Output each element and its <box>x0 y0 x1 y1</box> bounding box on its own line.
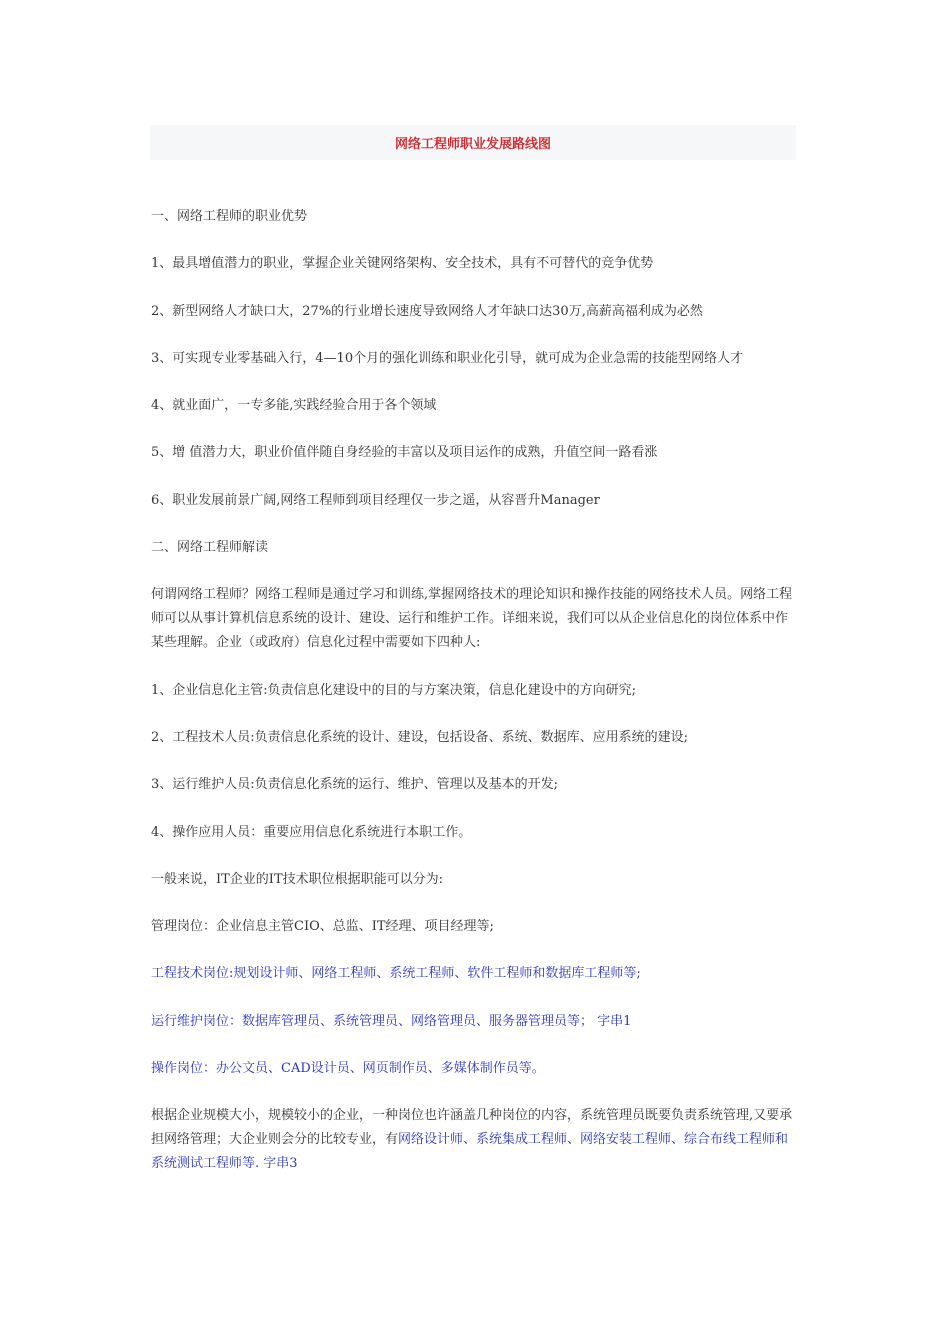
closing-paragraph <box>151 1104 799 1176</box>
role-item: 3、运行维护人员:负责信息化系统的运行、维护、管理以及基本的开发; <box>151 777 559 793</box>
role-item: 1、企业信息化主管:负责信息化建设中的目的与方案决策，信息化建设中的方向研究; <box>151 682 637 698</box>
document-title: 网络工程师职业发展路线图 <box>394 137 551 152</box>
role-item: 2、工程技术人员:负责信息化系统的设计、建设，包括设备、系统、数据库、应用系统的建设; <box>151 729 689 745</box>
section-heading-advantages: 一、网络工程师的职业优势 <box>151 209 308 224</box>
advantage-item: 5、增 值潜力大，职业价值伴随自身经验的丰富以及项目运作的成熟，升值空间一路看涨 <box>151 445 658 461</box>
title-bar <box>150 125 796 160</box>
positions-intro: 一般来说，IT企业的IT技术职位根据职能可以分为: <box>151 871 443 887</box>
advantage-item: 6、职业发展前景广阔,网络工程师到项目经理仅一步之遥，从容晋升Manager <box>151 492 600 508</box>
position-management: 管理岗位：企业信息主管CIO、总监、IT经理、项目经理等; <box>151 919 494 935</box>
document-body <box>151 205 811 1200</box>
advantage-item: 2、新型网络人才缺口大，27%的行业增长速度导致网络人才年缺口达30万,高薪高福利成为必然 <box>151 303 703 319</box>
position-engineering-link[interactable]: 工程技术岗位:规划设计师、网络工程师、系统工程师、软件工程师和数据库工程师等; <box>151 966 641 982</box>
advantage-item: 4、就业面广，一专多能,实践经验合用于各个领域 <box>151 398 437 414</box>
position-operator-link[interactable]: 操作岗位：办公文员、CAD设计员、网页制作员、多媒体制作员等。 <box>151 1061 545 1077</box>
closing-text: 根据企业规模大小，规模较小的企业，一种岗位也许涵盖几种岗位的内容，系统管理员既要负责系统管理,又要承担网络管理；大企业则会分的比较专业，有 <box>151 1108 793 1148</box>
advantage-item: 3、可实现专业零基础入行，4—10个月的强化训练和职业化引导，就可成为企业急需的技能型网络人才 <box>151 350 744 366</box>
role-item: 4、操作应用人员：重要应用信息化系统进行本职工作。 <box>151 824 472 840</box>
definition-paragraph: 何谓网络工程师？网络工程师是通过学习和训练,掌握网络技术的理论知识和操作技能的网络技术人员。网络工程师可以从事计算机信息系统的设计、建设、运行和维护工作。详细来说，我们可以从企业信息化的岗位体系中作某些理解。企业（或政府）信息化过程中需要如下四种人: <box>151 587 793 651</box>
position-operations-link[interactable]: 运行维护岗位：数据库管理员、系统管理员、网络管理员、服务器管理员等； 字串1 <box>151 1013 632 1029</box>
advantage-item: 1、最具增值潜力的职业，掌握企业关键网络架构、安全技术，具有不可替代的竞争优势 <box>151 256 654 272</box>
section-heading-interpretation: 二、网络工程师解读 <box>151 540 269 556</box>
closing-links[interactable]: 网络设计师、系统集成工程师、网络安装工程师、综合布线工程师和系统测试工程师等. 字串3 <box>151 1132 789 1172</box>
